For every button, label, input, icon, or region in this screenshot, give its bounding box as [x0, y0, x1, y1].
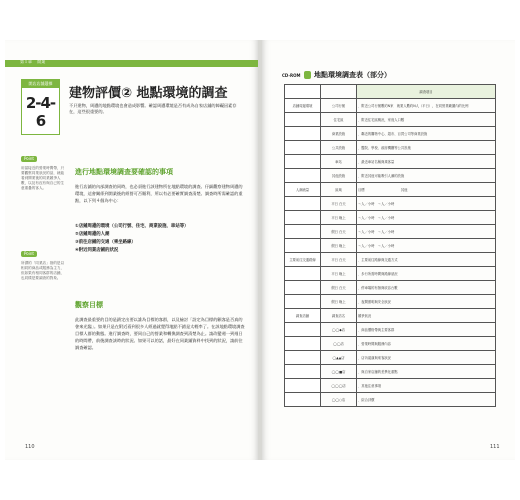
table-content-cell: ．主要前往路線與交通方式	[357, 253, 496, 267]
section-body-2: 此調查最重要的目的是鎖定出要以誰為目標的客群，以及檢討「設定為目標的顧客是否真的會來光臨」。如果只是在附近看到很多人經過就覺得地點不錯是太輕率了。在該地點環境調查目標人群的動態。進行調查時，要同自己的營業和轉換調查到清楚為止。請改變週一到週日的時間帶，前後調查該時的狀況。如果可以的話，最好在同業鋪資料中找到的狀況，請前往調查確認。	[75, 317, 245, 350]
point-badge: Point	[21, 251, 37, 257]
table-row	[285, 141, 496, 155]
table-row	[285, 393, 496, 407]
table-sub-cell: 平日 晚上	[321, 267, 357, 281]
table-row	[285, 267, 496, 281]
table-row	[285, 169, 496, 183]
table-section-cell	[285, 169, 321, 183]
table-content-cell: 〜人／小時 〜人／小時	[357, 225, 496, 239]
table-section-cell	[285, 155, 321, 169]
table-section-cell	[285, 337, 321, 351]
point-text: 所謂的「同業店」指的是以相同的商品或服務為主力，但如果有相同客群的店鋪，也同樣是要調查的對象。	[21, 261, 65, 280]
table-sub-cell: 住宅區	[321, 113, 357, 127]
table-row	[285, 337, 496, 351]
table-section-cell	[285, 379, 321, 393]
table-sub-cell: ◯◯◯店	[321, 379, 357, 393]
table-section-cell	[285, 113, 321, 127]
survey-table	[284, 84, 496, 407]
table-sub-cell: ◯◯店	[321, 337, 357, 351]
table-row	[285, 351, 496, 365]
list-item: ④附近同業店鋪的狀況	[75, 248, 119, 253]
table-section-cell	[285, 267, 321, 281]
table-section-cell	[285, 197, 321, 211]
table-section-cell: 人潮流量	[285, 183, 321, 197]
table-content-cell: ．與自家店鋪的差異化重點	[357, 365, 496, 379]
table-sub-cell: ◯◯○店	[321, 393, 357, 407]
table-section-cell	[285, 225, 321, 239]
table-content-cell: ．營業時間與服務內容	[357, 337, 496, 351]
table-row	[285, 225, 496, 239]
table-content-cell: ．鄰近的購物中心、超市、百貨公司等商業設施	[357, 127, 496, 141]
topic-number: 2-4-6	[25, 94, 56, 130]
table-sub-cell: 平日 白天	[321, 253, 357, 267]
table-sub-cell: 區域	[321, 183, 357, 197]
page-number-right: 111	[490, 444, 500, 450]
table-section-cell	[285, 281, 321, 295]
table-section-cell	[285, 365, 321, 379]
list-item: ②店鋪周邊的人潮	[75, 232, 110, 237]
table-sub-cell	[321, 85, 357, 99]
form-title: 地點環境調查表（部分）	[314, 71, 391, 79]
table-section-cell	[285, 295, 321, 309]
page-number-left: 110	[25, 444, 35, 450]
list-item: ③前往店鋪的交通（乘坐路線）	[75, 240, 136, 245]
check-list	[75, 223, 250, 255]
table-row	[285, 197, 496, 211]
table-section-cell	[285, 351, 321, 365]
table-sub-cell: 車站	[321, 155, 357, 169]
table-sub-cell: 平日 白天	[321, 197, 357, 211]
point-text: 用當接近的營業時間帶，只要觀察同業狀況的話，就能看到開業後的同業競爭人數，以及有沒有與自己的生意重疊的客人。	[21, 166, 65, 190]
table-content-cell: 競爭狀況	[357, 309, 496, 323]
point-sidebar-2	[21, 240, 65, 281]
point-badge: Point	[21, 156, 37, 162]
table-section-cell	[285, 141, 321, 155]
table-row	[285, 365, 496, 379]
chapter-tab	[20, 59, 45, 65]
list-item: ①店鋪周邊的環境（公司行號、住宅、商業設施、車站等）	[75, 224, 189, 229]
table-sub-cell: 調查店名	[321, 309, 357, 323]
table-sub-cell: 假日 白天	[321, 225, 357, 239]
table-section-cell	[285, 211, 321, 225]
table-section-cell: 店鋪周邊環境	[285, 99, 321, 113]
table-row	[285, 155, 496, 169]
table-row	[285, 85, 496, 99]
table-row	[285, 211, 496, 225]
table-content-cell: ．附近住宅區概況，家庭人口數	[357, 113, 496, 127]
table-sub-cell: ◯◯■店	[321, 365, 357, 379]
table-content-cell: ．步行所需時間與路線狀況	[357, 267, 496, 281]
table-section-cell	[285, 127, 321, 141]
table-row	[285, 295, 496, 309]
table-section-cell	[285, 85, 321, 99]
table-content-cell: ．綜合評價	[357, 393, 496, 407]
table-row	[285, 239, 496, 253]
book-spread	[5, 40, 515, 460]
table-content-cell: ．附近其他可能吸引人潮的設施	[357, 169, 496, 183]
left-page	[5, 40, 258, 460]
table-sub-cell: 公司行號	[321, 99, 357, 113]
table-content-cell: ．最近車站名稱與乘客量	[357, 155, 496, 169]
cdrom-label: CD-ROM	[282, 73, 301, 78]
table-sub-cell: 平日 晚上	[321, 211, 357, 225]
table-content-cell: ．店內裝潢與來客狀況	[357, 351, 496, 365]
table-row	[285, 127, 496, 141]
table-content-cell: 〜人／小時 〜人／小時	[357, 197, 496, 211]
table-content-cell: 〜人／小時 〜人／小時	[357, 211, 496, 225]
section-title-2: 觀察目標	[75, 301, 103, 309]
table-section-cell	[285, 323, 321, 337]
table-row	[285, 253, 496, 267]
table-sub-cell: 假日 晚上	[321, 239, 357, 253]
section-title-1: 進行地點環境調查要確認的事項	[75, 168, 173, 176]
table-section-cell: 主要前往交通路線	[285, 253, 321, 267]
table-row	[285, 281, 496, 295]
table-content-cell: ．附近公司行號數約N家 就業人數約N人（平日），在同營業範圍內的比例	[357, 99, 496, 113]
table-content-cell: ．夜間照明與安全狀況	[357, 295, 496, 309]
table-content-cell: ．商品價格帶與主要客群	[357, 323, 496, 337]
table-content-cell: 目標 其他	[357, 183, 496, 197]
table-row	[285, 183, 496, 197]
chapter-sub-label: 開業	[37, 59, 46, 64]
topic-box	[21, 79, 60, 135]
chapter-label: 第１章	[20, 59, 32, 64]
table-sub-cell: ◯▲▲店	[321, 351, 357, 365]
table-content-cell: 調查項目	[357, 85, 496, 99]
page-title: 建物評價② 地點環境的調查	[69, 86, 228, 101]
table-content-cell: ．停車場的有無與收容台數	[357, 281, 496, 295]
topic-label: 開店店舗選擇	[22, 80, 59, 88]
table-section-cell: 調查店鋪	[285, 309, 321, 323]
table-row	[285, 379, 496, 393]
table-row	[285, 99, 496, 113]
table-row	[285, 323, 496, 337]
table-sub-cell: 其他設施	[321, 169, 357, 183]
table-content-cell: ．其他注意事項	[357, 379, 496, 393]
table-content-cell: 〜人／小時 〜人／小時	[357, 239, 496, 253]
table-sub-cell: 假日 晚上	[321, 295, 357, 309]
table-section-cell	[285, 393, 321, 407]
table-sub-cell: 公共設施	[321, 141, 357, 155]
table-sub-cell: ◯◯◆店	[321, 323, 357, 337]
form-icon	[304, 71, 311, 79]
point-sidebar-1	[21, 145, 65, 191]
table-sub-cell: 商業設施	[321, 127, 357, 141]
table-row	[285, 309, 496, 323]
intro-text: 不只建物，周遭的地點環境也會造成影響。確認周遭環境是否有成為自家店鋪的障礙因素存在，這些很重要的。	[69, 103, 237, 114]
table-row	[285, 113, 496, 127]
table-sub-cell: 假日 白天	[321, 281, 357, 295]
table-content-cell: ．醫院、學校、政府機關等公共設施	[357, 141, 496, 155]
right-page	[262, 40, 515, 460]
section-body-1: 進行店鋪的內部調查的同時，也必須進行該建物所在地點環境的調查。仔細觀察建物周遭的環境，這會關係到開業後的經營可否順利，所以有必要確實調查清楚。調查時所需確認的重點，以下列４個為中心：	[75, 184, 243, 203]
table-section-cell	[285, 239, 321, 253]
